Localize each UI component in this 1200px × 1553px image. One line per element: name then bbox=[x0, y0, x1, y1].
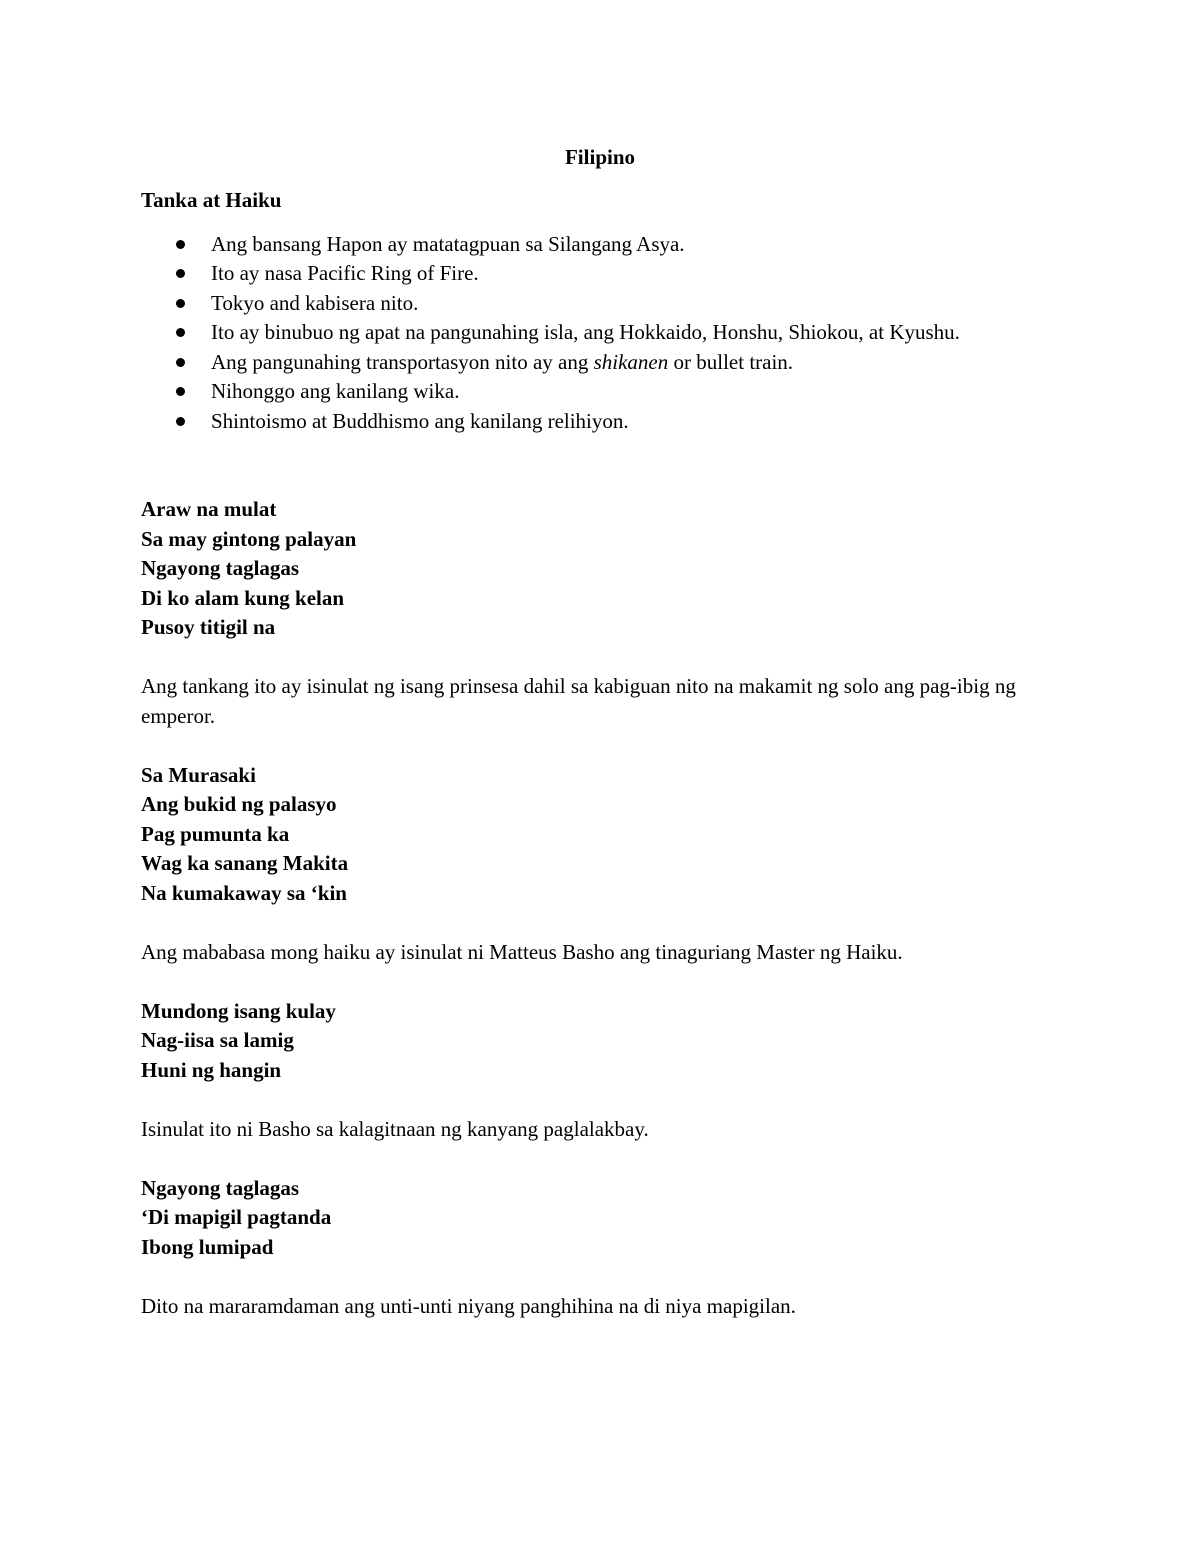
bullet-dot-icon bbox=[176, 358, 185, 367]
document-body bbox=[141, 186, 1066, 1321]
poem-line: Na kumakaway sa ‘kin bbox=[141, 880, 347, 905]
bullet-dot-icon bbox=[176, 240, 185, 249]
poem-line: Nag-iisa sa lamig bbox=[141, 1028, 294, 1052]
bullet-list bbox=[141, 230, 1066, 437]
poem-line: ‘Di mapigil pagtanda bbox=[141, 1205, 332, 1229]
poem-line: Ngayong taglagas bbox=[141, 556, 300, 580]
poem-line: Pag pumunta ka bbox=[141, 821, 290, 846]
paragraph-1: Ang tankang ito ay isinulat ng isang prinsesa dahil sa kabiguan nito na makamit ng solo ang pag-ibig ng emperor. bbox=[141, 674, 1016, 728]
bullet-dot-icon bbox=[176, 328, 185, 337]
bullet-item: Ito ay binubuo ng apat na pangunahing isla, ang Hokkaido, Honshu, Shiokou, at Kyushu. bbox=[141, 318, 1066, 348]
bullet-dot-icon bbox=[176, 299, 185, 308]
poem-line: Sa may gintong palayan bbox=[141, 526, 357, 551]
poem-2 bbox=[141, 761, 1066, 909]
bullet-item: Shintoismo at Buddhismo ang kanilang relihiyon. bbox=[141, 407, 1066, 437]
document-title: Filipino bbox=[564, 145, 636, 169]
poem-line: Huni ng hangin bbox=[141, 1057, 282, 1082]
paragraph-2: Ang mababasa mong haiku ay isinulat ni Matteus Basho ang tinaguriang Master ng Haiku. bbox=[141, 939, 903, 964]
poem-3 bbox=[141, 997, 1066, 1086]
paragraph-4: Dito na mararamdaman ang unti-unti niyang panghihina na di niya mapigilan. bbox=[141, 1293, 796, 1318]
bullet-item: Ang pangunahing transportasyon nito ay ang shikanen or bullet train. bbox=[141, 348, 1066, 378]
poem-line: Ngayong taglagas bbox=[141, 1175, 300, 1200]
poem-line: Di ko alam kung kelan bbox=[141, 585, 345, 610]
poem-1 bbox=[141, 495, 1066, 643]
bullet-dot-icon bbox=[176, 269, 185, 278]
poem-line: Sa Murasaki bbox=[141, 762, 256, 787]
poem-line: Ibong lumipad bbox=[141, 1234, 274, 1259]
poem-line: Mundong isang kulay bbox=[141, 998, 336, 1023]
poem-line: Ang bukid ng palasyo bbox=[141, 792, 337, 816]
poem-line: Araw na mulat bbox=[141, 497, 277, 521]
poem-line: Wag ka sanang Makita bbox=[141, 851, 349, 875]
bullet-item: Tokyo and kabisera nito. bbox=[141, 289, 1066, 319]
bullet-dot-icon bbox=[176, 387, 185, 396]
bullet-item: Ito ay nasa Pacific Ring of Fire. bbox=[141, 259, 1066, 289]
paragraph-3: Isinulat ito ni Basho sa kalagitnaan ng kanyang paglalakbay. bbox=[141, 1116, 649, 1141]
bullet-dot-icon bbox=[176, 417, 185, 426]
bullet-item: Ang bansang Hapon ay matatagpuan sa Silangang Asya. bbox=[141, 230, 1066, 260]
section-heading: Tanka at Haiku bbox=[141, 188, 282, 212]
poem-4 bbox=[141, 1174, 1066, 1263]
poem-line: Pusoy titigil na bbox=[141, 615, 276, 639]
bullet-item: Nihonggo ang kanilang wika. bbox=[141, 377, 1066, 407]
